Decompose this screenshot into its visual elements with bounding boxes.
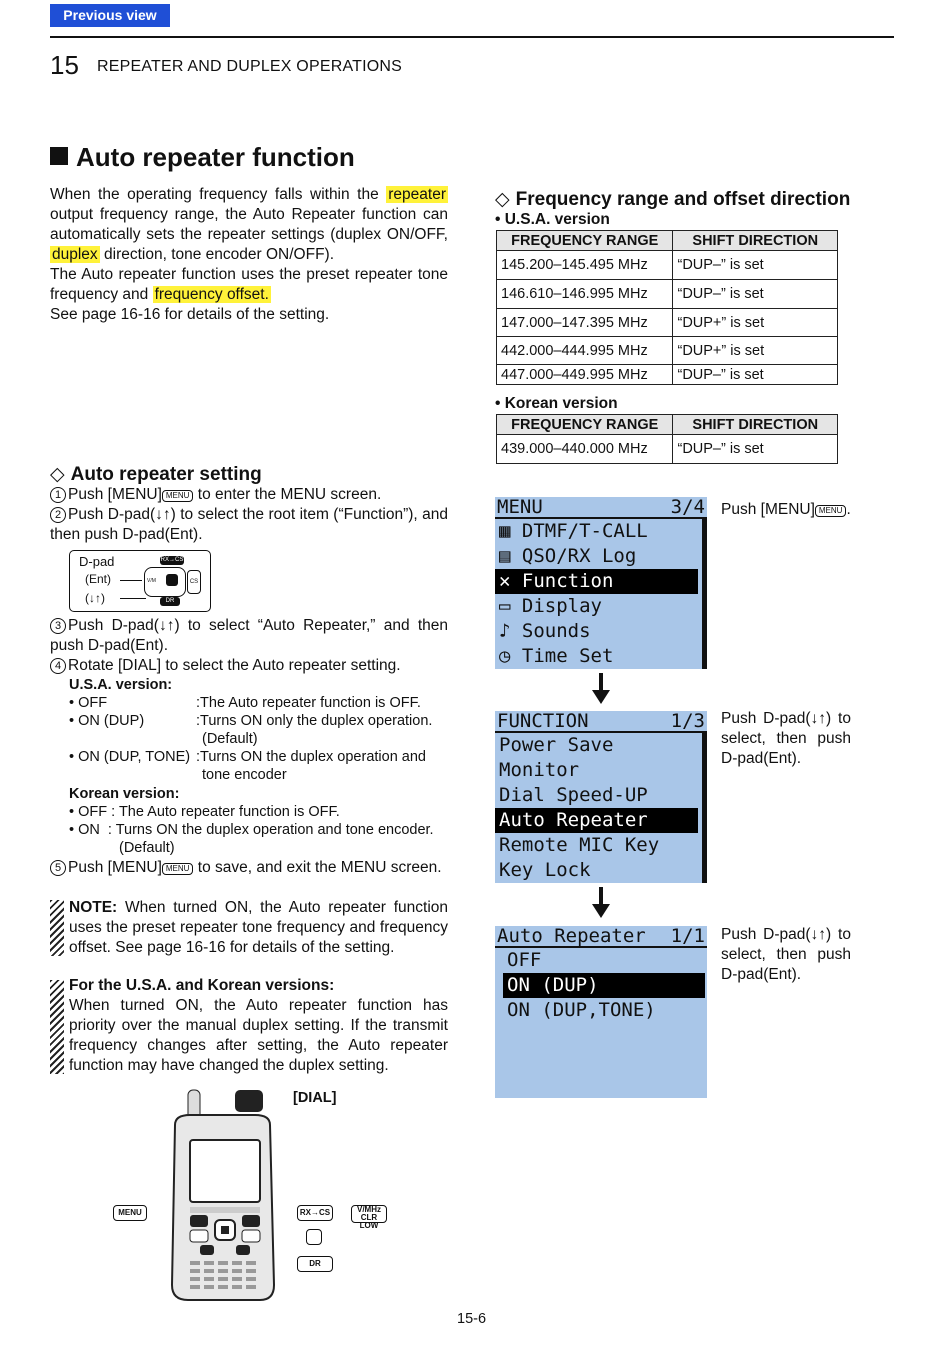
menu-item-timeset[interactable]: ◷ Time Set <box>499 645 614 667</box>
down-arrow-icon <box>599 673 603 691</box>
menu-caption: Push [MENU] MENU . <box>721 501 851 518</box>
table-row: 447.000–449.995 MHz “DUP–” is set <box>497 365 838 385</box>
menu-key-icon: MENU <box>162 490 194 502</box>
usa-korea-note: For the U.S.A. and Korean versions: When turned ON, the Auto repeater function has priority over the manual duplex setting. If the transmit frequency changes after setting, the Auto repeater function may have changed the duplex setting. <box>69 977 448 1074</box>
dpad-label: D-pad <box>79 554 115 569</box>
square-bullet-icon <box>50 147 68 165</box>
setting-heading: ◇ Auto repeater setting <box>50 464 262 485</box>
radio-illustration <box>160 1085 285 1305</box>
intro-paragraph: When the operating frequency falls within the repeater output frequency range, the Auto Repeater function can automatically sets the repeater settings (duplex ON/OFF, duplex direction, tone encoder ON/OFF). The Auto repeater function uses the preset repeater tone frequency and frequency offset. See page 16-16 for details of the setting. <box>50 186 448 323</box>
top-divider <box>50 36 894 38</box>
usa-option-label: • OFF <box>69 695 108 711</box>
auto-option-on-dup[interactable]: ON (DUP) <box>503 973 705 998</box>
dial-label: [DIAL] <box>293 1090 337 1106</box>
function-item[interactable]: Power Save <box>499 734 614 756</box>
dpad-updown-label: (↓↑) <box>85 591 105 605</box>
vmhz-key-icon: V/MHz CLR LOW <box>351 1205 387 1223</box>
step-4: 4 Rotate [DIAL] to select the Auto repeater setting. <box>50 656 448 676</box>
section-title: Auto repeater function <box>50 142 355 173</box>
function-item-auto-repeater[interactable]: Auto Repeater <box>495 808 698 833</box>
table-row: 442.000–444.995 MHz “DUP+” is set <box>497 337 838 365</box>
korea-options-title: Korean version: <box>69 786 180 802</box>
function-item[interactable]: Monitor <box>499 759 580 781</box>
dpad-diagram <box>69 550 211 612</box>
korea-freq-table <box>496 414 838 464</box>
usa-version-label: • U.S.A. version <box>495 211 610 228</box>
dpad-center-icon <box>166 574 178 586</box>
cs-key-icon <box>306 1229 322 1245</box>
function-screen <box>495 711 707 883</box>
menu-key-icon: MENU <box>162 863 194 875</box>
chapter-title: REPEATER AND DUPLEX OPERATIONS <box>97 58 403 75</box>
usa-option-desc: :The Auto repeater function is OFF. <box>196 695 421 711</box>
screen-title: MENU <box>497 496 543 518</box>
korean-version-label: • Korean version <box>495 395 618 412</box>
keypad-icon: ▦ <box>499 520 511 542</box>
auto-option-on-dup-tone[interactable]: ON (DUP,TONE) <box>507 999 656 1021</box>
menu-item-log[interactable]: ▤ QSO/RX Log <box>499 545 637 567</box>
usa-option-label: • ON (DUP) <box>69 713 145 729</box>
rxcs-key-icon: RX→CS <box>160 557 184 563</box>
table-row: 146.610–146.995 MHz “DUP–” is set <box>497 280 838 309</box>
menu-item-display[interactable]: ▭ Display <box>499 595 602 617</box>
clock-icon: ◷ <box>499 645 511 667</box>
cs-key-icon: CS <box>187 570 201 594</box>
chapter-number: 15 <box>50 50 79 80</box>
table-row: 145.200–145.495 MHz “DUP–” is set <box>497 251 838 280</box>
screen-page: 3/4 <box>670 496 705 518</box>
note-text: NOTE: When turned ON, the Auto repeater function uses the preset repeater tone frequency and frequency offset. See page 16-16 for details of the setting. <box>69 899 448 956</box>
tools-icon: ✕ <box>499 570 511 592</box>
dr-key-icon: DR <box>160 597 180 606</box>
korea-option-on: • ON : Turns ON the duplex operation and tone encoder. (Default) <box>69 822 434 856</box>
step-1: 1 Push [MENU] MENU to enter the MENU screen. <box>50 485 448 505</box>
table-row: 439.000–440.000 MHz “DUP–” is set <box>497 435 838 464</box>
col-header: FREQUENCY RANGE <box>497 415 673 435</box>
function-caption: Push D-pad(↓↑) to select, then push D-pad(Ent). <box>721 710 851 767</box>
vm-key-icon: V/M <box>147 578 156 584</box>
usa-option-label: • ON (DUP, TONE) <box>69 749 191 765</box>
menu-item-dtmf[interactable]: ▦ DTMF/T-CALL <box>499 520 648 542</box>
usa-option-desc: :Turns ON only the duplex operation. (Default) <box>196 713 433 747</box>
step-5: 5 Push [MENU] MENU to save, and exit the MENU screen. <box>50 858 448 878</box>
auto-repeater-screen <box>495 926 707 1098</box>
freq-heading: ◇ Frequency range and offset direction <box>495 189 851 210</box>
screen-title: Auto Repeater <box>497 925 646 947</box>
menu-item-function[interactable]: ✕ Function <box>495 569 698 594</box>
auto-repeater-caption: Push D-pad(↓↑) to select, then push D-pad(Ent). <box>721 926 851 983</box>
table-row: 147.000–147.395 MHz “DUP+” is set <box>497 309 838 337</box>
step-3: 3 Push D-pad(↓↑) to select “Auto Repeater,” and then push D-pad(Ent). <box>50 617 448 654</box>
down-arrow-icon <box>592 904 610 918</box>
screen-title: FUNCTION <box>497 710 589 732</box>
note-hatch-icon <box>50 980 64 1074</box>
dr-key-icon: DR <box>297 1256 333 1272</box>
note-hatch-icon <box>50 900 64 956</box>
down-arrow-icon <box>599 887 603 905</box>
rxcs-key-icon: RX→CS <box>297 1205 333 1221</box>
menu-key-icon: MENU <box>815 505 847 517</box>
down-arrow-icon <box>592 690 610 704</box>
log-icon: ▤ <box>499 545 511 567</box>
function-item[interactable]: Remote MIC Key <box>499 834 660 856</box>
usa-options-title: U.S.A. version: <box>69 677 173 693</box>
usa-option-desc: :Turns ON the duplex operation and tone encoder <box>196 749 426 783</box>
previous-view-button[interactable]: Previous view <box>50 4 170 27</box>
note-icon: ♪ <box>499 620 511 642</box>
col-header: SHIFT DIRECTION <box>673 231 838 251</box>
scrollbar <box>702 733 707 883</box>
screen-page: 1/1 <box>670 925 705 947</box>
korea-option-off: • OFF : The Auto repeater function is OFF. <box>69 804 340 820</box>
menu-item-sounds[interactable]: ♪ Sounds <box>499 620 591 642</box>
menu-screen <box>495 497 707 669</box>
page-number: 15-6 <box>457 1311 487 1327</box>
menu-key-icon: MENU <box>113 1205 147 1221</box>
display-icon: ▭ <box>499 595 511 617</box>
auto-option-off[interactable]: OFF <box>507 949 542 971</box>
usa-freq-table <box>496 230 838 385</box>
screen-page: 1/3 <box>670 710 705 732</box>
function-item[interactable]: Dial Speed-UP <box>499 784 648 806</box>
dpad-ent-label: (Ent) <box>85 572 112 586</box>
scrollbar <box>702 519 707 669</box>
step-2: 2 Push D-pad(↓↑) to select the root item (“Function”), and then push D-pad(Ent). <box>50 506 448 543</box>
function-item[interactable]: Key Lock <box>499 859 591 881</box>
col-header: SHIFT DIRECTION <box>673 415 838 435</box>
col-header: FREQUENCY RANGE <box>497 231 673 251</box>
